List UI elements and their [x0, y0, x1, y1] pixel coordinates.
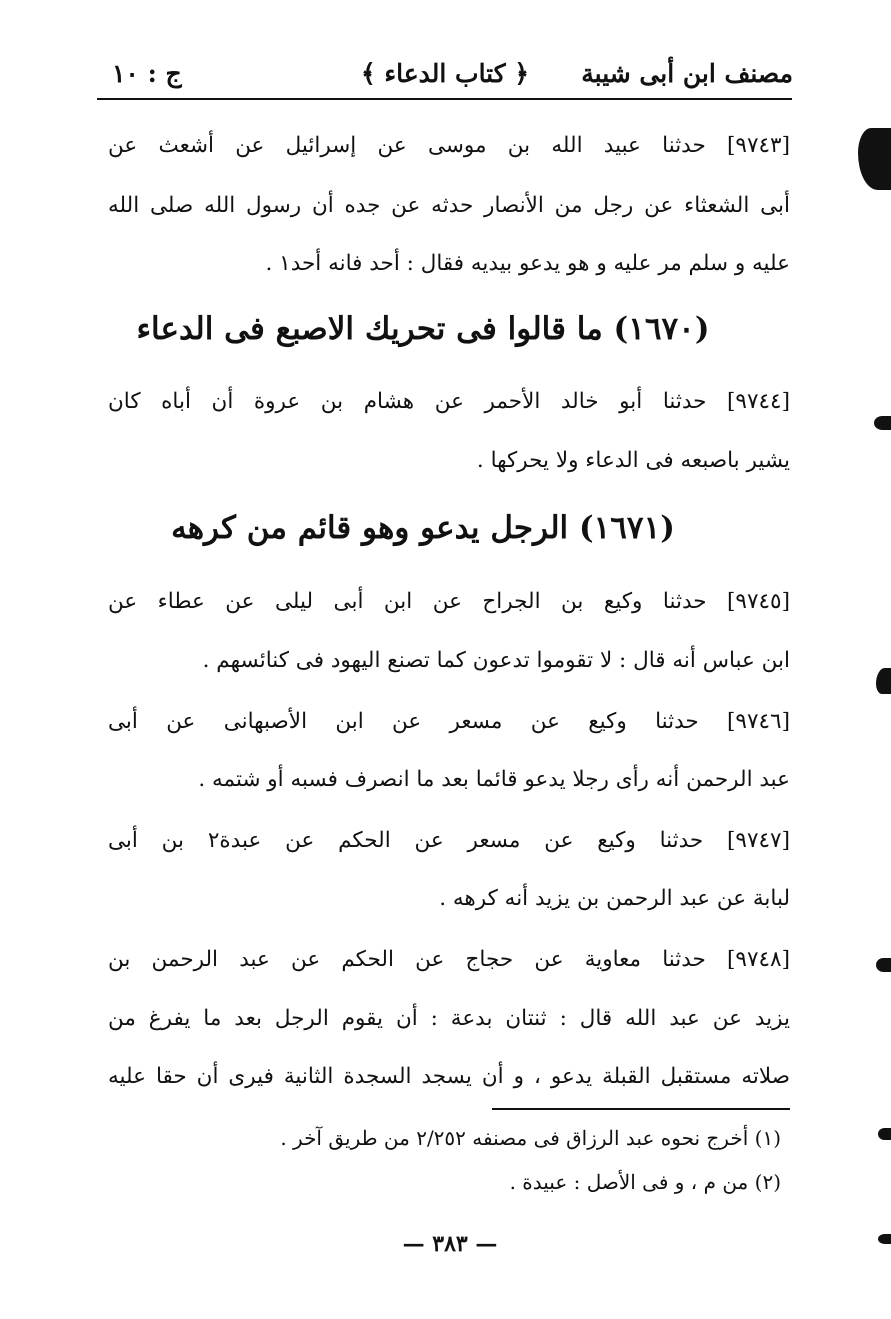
hadith-9745-line-1: [٩٧٤٥] حدثنا وكيع بن الجراح عن ابن أبى ليلى عن عطاء عن	[108, 589, 790, 614]
footnote-2: (٢) من م ، و فى الأصل : عبيدة .	[509, 1170, 781, 1194]
hadith-9744-line-1: [٩٧٤٤] حدثنا أبو خالد الأحمر عن هشام بن عروة أن أباه كان	[108, 389, 790, 414]
chapter-heading-1671: (١٦٧١) الرجل يدعو وهو قائم من كرهه	[171, 510, 675, 546]
page-number: — ٣٨٣ —	[402, 1231, 498, 1257]
hadith-9743-line-1: [٩٧٤٣] حدثنا عبيد الله بن موسى عن إسرائيل عن أشعث عن	[108, 133, 790, 158]
scan-edge-mark	[876, 668, 891, 694]
scan-edge-mark	[876, 958, 891, 972]
header-rule	[97, 98, 792, 100]
hadith-9748-line-2: يزيد عن عبد الله قال : ثنتان بدعة : أن يقوم الرجل بعد ما يفرغ من	[108, 1006, 790, 1031]
scan-edge-mark	[874, 416, 891, 430]
footnote-rule	[492, 1108, 790, 1110]
running-head-volume: ج : ١٠	[112, 59, 182, 88]
footnote-1: (١) أخرج نحوه عبد الرزاق فى مصنفه ٢/٢٥٢ من طريق آخر .	[280, 1126, 781, 1150]
scan-edge-mark	[878, 1128, 891, 1140]
hadith-9746-line-2: عبد الرحمن أنه رأى رجلا يدعو قائما بعد ما انصرف فسبه أو شتمه .	[198, 767, 790, 792]
hadith-9746-line-1: [٩٧٤٦] حدثنا وكيع عن مسعر عن ابن الأصبهانى عن أبى	[108, 709, 790, 734]
running-head-book-title: مصنف ابن أبى شيبة	[581, 59, 793, 88]
running-head-chapter: ﴿ كتاب الدعاء ﴾	[361, 59, 529, 88]
scan-edge-mark	[878, 1234, 891, 1244]
hadith-9748-line-1: [٩٧٤٨] حدثنا معاوية عن حجاج عن الحكم عن عبد الرحمن بن	[108, 947, 790, 972]
hadith-9743-line-2: أبى الشعثاء عن رجل من الأنصار حدثه عن جده أن رسول الله صلى الله	[108, 193, 790, 218]
hadith-9743-line-3: عليه و سلم مر عليه و هو يدعو بيديه فقال : أحد فانه أحد١ .	[265, 251, 790, 276]
scan-edge-mark	[858, 128, 891, 190]
hadith-9744-line-2: يشير باصبعه فى الدعاء ولا يحركها .	[476, 448, 790, 473]
chapter-heading-1670: (١٦٧٠) ما قالوا فى تحريك الاصبع فى الدعاء	[136, 311, 710, 347]
hadith-9747-line-2: لبابة عن عبد الرحمن بن يزيد أنه كرهه .	[439, 886, 790, 911]
hadith-9745-line-2: ابن عباس أنه قال : لا تقوموا تدعون كما تصنع اليهود فى كنائسهم .	[202, 648, 790, 673]
hadith-9748-line-3: صلاته مستقبل القبلة يدعو ، و أن يسجد السجدة الثانية فيرى أن حقا عليه	[108, 1064, 790, 1089]
hadith-9747-line-1: [٩٧٤٧] حدثنا وكيع عن مسعر عن الحكم عن عبدة٢ بن أبى	[108, 828, 790, 853]
